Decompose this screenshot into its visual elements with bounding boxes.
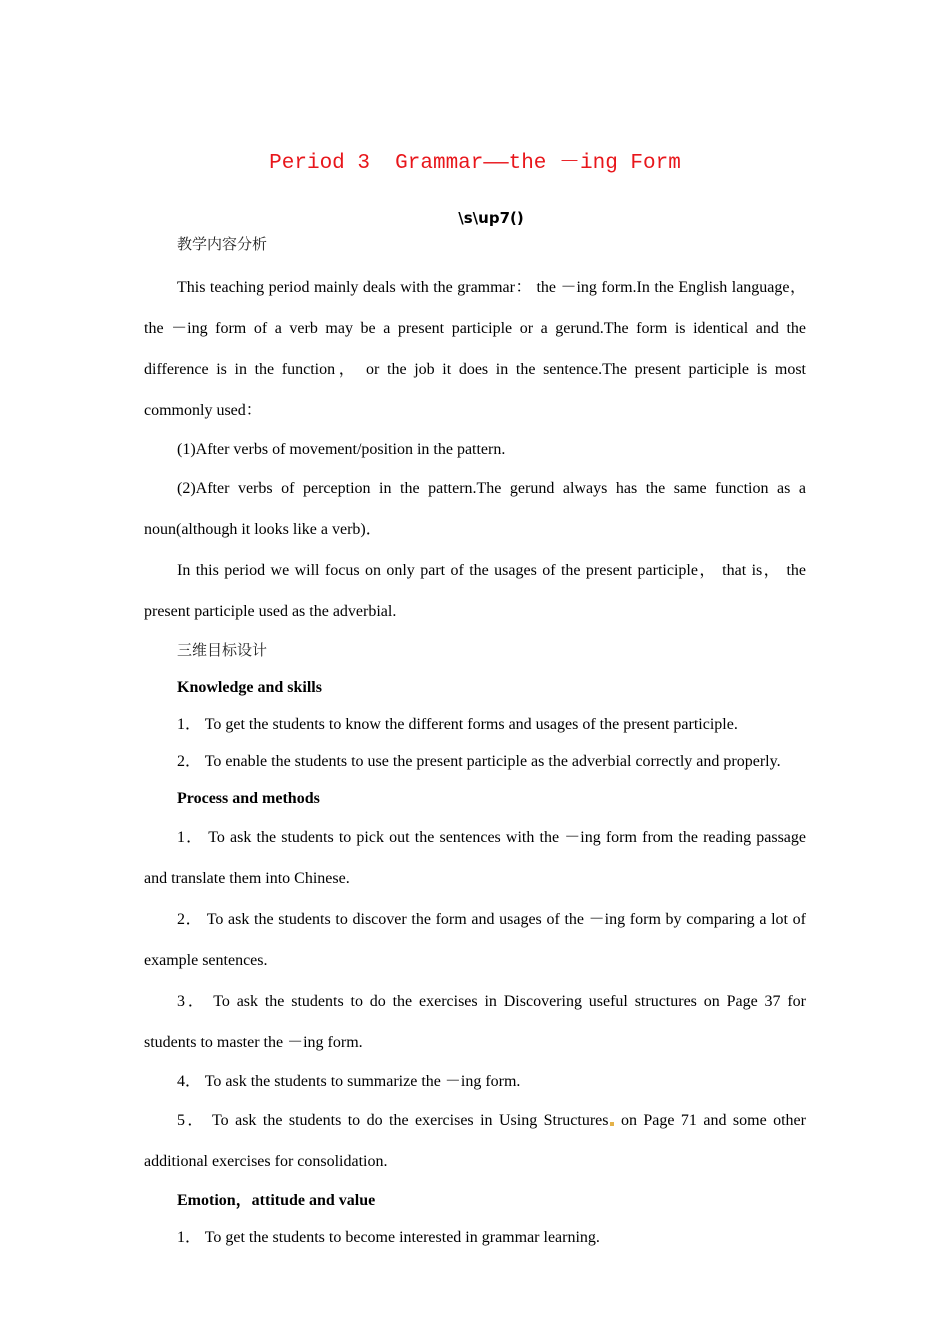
process-item-4: 4． To ask the students to summarize the －ing form. xyxy=(177,1073,521,1090)
teaching-analysis-heading: 教学内容分析 xyxy=(177,235,268,253)
process-item-3: 3． To ask the students to do the exercises in Discovering useful structures on Page 37 for students to master the －ing form. xyxy=(144,993,806,1051)
usage-item-1: (1)After verbs of movement/position in the pattern. xyxy=(177,441,506,458)
knowledge-item-1: 1． To get the students to know the different forms and usages of the present participle. xyxy=(177,716,738,733)
objectives-heading: 三维目标设计 xyxy=(177,641,268,659)
process-item-2: 2． To ask the students to discover the form and usages of the －ing form by comparing a lot of example sentences. xyxy=(144,911,806,969)
field-code-subtitle: \s\up7() xyxy=(458,209,524,227)
document-body xyxy=(144,233,806,1256)
emotion-heading: Emotion，attitude and value xyxy=(177,1192,376,1209)
usage-item-2: (2)After verbs of perception in the pattern.The gerund always has the same function as a noun(although it looks like a verb)． xyxy=(144,480,806,538)
analysis-paragraph: This teaching period mainly deals with the grammar： the －ing form.In the English language， the －ing form of a verb may be a present participle or a gerund.The form is identical and the difference is in the function， or the job it does in the sentence.The present participle is most commonly used： xyxy=(144,279,807,419)
emotion-item-1: 1． To get the students to become interested in grammar learning. xyxy=(177,1229,600,1246)
process-item-5 xyxy=(144,1100,806,1182)
knowledge-item-2: 2． To enable the students to use the present participle as the adverbial correctly and properly. xyxy=(177,753,781,770)
process-item-5-start: 5． To ask the students to do the exercises in Using Structures xyxy=(177,1112,609,1129)
process-heading: Process and methods xyxy=(177,790,320,807)
page-title: Period 3 Grammar——the －ing Form xyxy=(269,152,681,175)
small-mark-icon xyxy=(610,1122,614,1126)
process-item-5-end: on Page 71 and some other additional exercises for consolidation. xyxy=(144,1112,806,1170)
knowledge-heading: Knowledge and skills xyxy=(177,679,322,696)
focus-paragraph: In this period we will focus on only part of the usages of the present participle， that is， the present participle used as the adverbial. xyxy=(144,562,807,620)
process-item-1: 1． To ask the students to pick out the sentences with the －ing form from the reading passage and translate them into Chinese. xyxy=(144,829,806,887)
